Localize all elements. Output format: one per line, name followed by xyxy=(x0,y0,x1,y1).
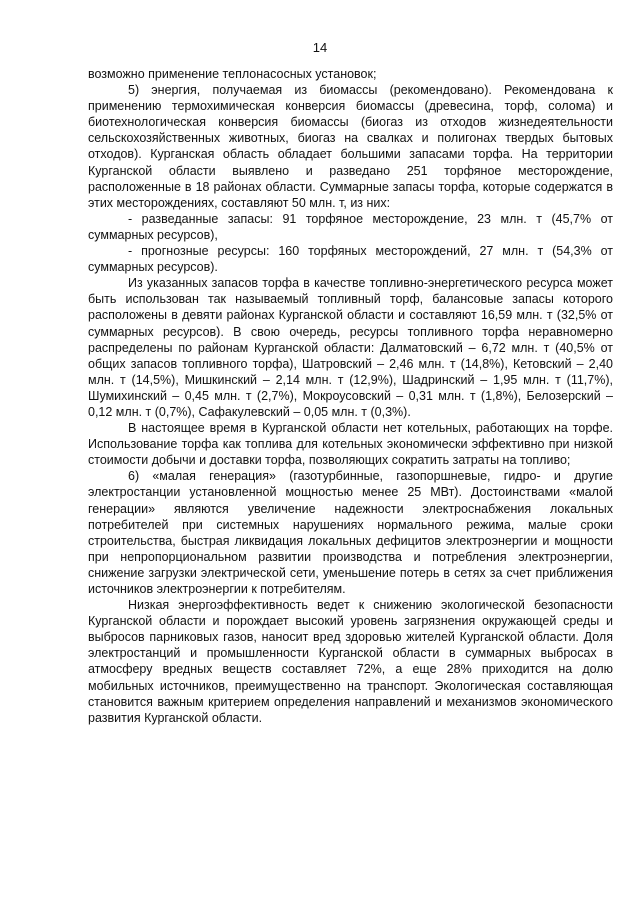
paragraph-biomass-energy: 5) энергия, получаемая из биомассы (рекомендовано). Рекомендована к применению термохимическая конверсия биомассы (древесина, торф, солома) и биотехнологическая конверсия биомассы (биогаз из отходов жизнедеятельности сельскохозяйственных животных, биогаз на свалках и полигонах твердых бытовых отходов). Курганская область обладает большими запасами торфа. На территории Курганской области выявлено и разведано 251 торфяное месторождение, расположенные в 18 районах области. Суммарные запасы торфа, которые содержатся в этих месторождениях, составляют 50 млн. т, из них: xyxy=(88,83,613,210)
paragraph-ecological-safety: Низкая энергоэффективность ведет к снижению экологической безопасности Курганской области и порождает высокий уровень загрязнения окружающей среды и выбросов парниковых газов, наносит вред здоровью жителей Курганской области. Доля электростанций и промышленности Курганской области в суммарных выбросах в атмосферу вредных веществ составляет 72%, а еще 28% приходится на долю мобильных источников, преимущественно на транспорт. Экологическая составляющая становится важным критерием определения направлений и механизмов экономического развития Курганской области. xyxy=(88,598,613,725)
list-item-forecast-resources: - прогнозные ресурсы: 160 торфяных месторождений, 27 млн. т (54,3% от суммарных ресурсов). xyxy=(88,244,613,275)
page-number: 14 xyxy=(312,40,328,55)
paragraph-heat-pumps: возможно применение теплонасосных установок; xyxy=(88,67,377,81)
paragraph-small-generation: 6) «малая генерация» (газотурбинные, газопоршневые, гидро- и другие электростанции установленной мощностью менее 25 МВт). Достоинствами «малой генерации» являются увеличение надежности электроснабжения локальных потребителей при системных нарушениях нормального режима, малые сроки строительства, быстрая ликвидация локальных дефицитов электроэнергии и мощности при непропорциональном развитии производства и потребления электроэнергии, снижение загрузки электрической сети, уменьшение потерь в сетях за счет приближения источников электроэнергии к потребителям. xyxy=(88,469,613,596)
list-item-explored-reserves: - разведанные запасы: 91 торфяное месторождение, 23 млн. т (45,7% от суммарных ресурсов), xyxy=(88,211,613,242)
paragraph-no-peat-boilers: В настоящее время в Курганской области нет котельных, работающих на торфе. Использование торфа как топлива для котельных экономически эффективно при низкой стоимости добычи и доставки торфа, позволяющих сократить затраты на топливо; xyxy=(88,421,613,468)
document-body xyxy=(88,66,613,726)
paragraph-fuel-peat-distribution: Из указанных запасов торфа в качестве топливно-энергетического ресурса может быть использован так называемый топливный торф, балансовые запасы которого расположены в девяти районах Курганской области и составляют 16,59 млн. т (32,5% от суммарных ресурсов). В свою очередь, ресурсы топливного торфа неравномерно распределены по районам Курганской области: Далматовский – 6,72 млн. т (40,5% от общих запасов топливного торфа), Шатровский – 2,46 млн. т (14,8%), Кетовский – 2,40 млн. т (14,5%), Мишкинский – 2,14 млн. т (12,9%), Шадринский – 1,95 млн. т (11,7%), Шумихинский – 0,45 млн. т (2,7%), Мокроусовский – 0,31 млн. т (1,8%), Белозерский – 0,12 млн. т (0,7%), Сафакулевский – 0,05 млн. т (0,3%). xyxy=(88,276,613,419)
